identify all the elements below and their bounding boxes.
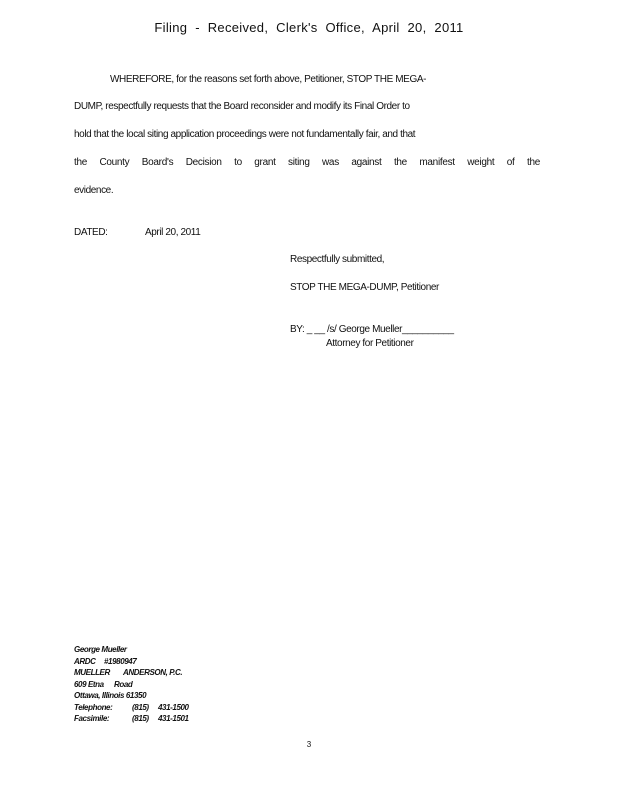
word: Board's [141, 157, 174, 168]
facsimile-line [74, 713, 189, 725]
telephone-area-code: (815) [132, 702, 149, 712]
paragraph-line-3: hold that the local siting application proceedings were not fundamentally fair, and that [74, 129, 416, 140]
word: the [74, 157, 88, 168]
word: to [234, 157, 242, 168]
word: weight [467, 157, 495, 168]
facsimile-area-code: (815) [132, 714, 149, 723]
attorney-contact-block [74, 644, 189, 725]
ardc-label: ARDC [74, 656, 96, 666]
paragraph-line-2: DUMP, respectfully requests that the Board reconsider and modify its Final Order to [74, 101, 410, 112]
word: the [393, 157, 407, 168]
firm-line [74, 667, 189, 679]
signer-signature: /s/ George Mueller__________ [327, 324, 454, 335]
word: County [99, 157, 130, 168]
facsimile-number: 431-1501 [158, 714, 189, 723]
by-label: BY: _ __ [290, 324, 327, 335]
paragraph-line-4 [74, 157, 540, 168]
dated-label: DATED: [74, 227, 108, 238]
ardc-line [74, 656, 189, 668]
telephone-number: 431-1500 [158, 702, 189, 712]
attorney-name: George Mueller [74, 645, 127, 654]
firm-name-a: MUELLER [74, 668, 110, 677]
word: manifest [419, 157, 455, 168]
dated-value: April 20, 2011 [145, 227, 201, 238]
word: against [351, 157, 382, 168]
city-line: Ottawa, Illinois 61350 [74, 691, 147, 700]
facsimile-label: Facsimile: [74, 714, 110, 723]
signature-line [290, 324, 454, 335]
page-number: 3 [306, 740, 312, 749]
street-a: 609 Etna [74, 679, 104, 689]
word: of [506, 157, 515, 168]
filing-header: Filing - Received, Clerk's Office, April 20, 2011 [154, 20, 464, 35]
paragraph-line-1: WHEREFORE, for the reasons set forth above, Petitioner, STOP THE MEGA- [110, 74, 427, 85]
word: grant [254, 157, 276, 168]
closing-text: Respectfully submitted, [290, 254, 385, 265]
ardc-number: #1980947 [104, 656, 137, 666]
signer-title: Attorney for Petitioner [326, 338, 414, 349]
telephone-line [74, 702, 189, 714]
street-b: Road [114, 679, 133, 689]
word: Decision [185, 157, 222, 168]
petitioner-name: STOP THE MEGA-DUMP, Petitioner [290, 282, 439, 293]
word: siting [288, 157, 310, 168]
word: was [322, 157, 339, 168]
telephone-label: Telephone: [74, 702, 113, 712]
street-line [74, 679, 189, 691]
firm-name-b: ANDERSON, P.C. [123, 668, 183, 677]
paragraph-line-5: evidence. [74, 185, 114, 196]
word: the [526, 157, 540, 168]
